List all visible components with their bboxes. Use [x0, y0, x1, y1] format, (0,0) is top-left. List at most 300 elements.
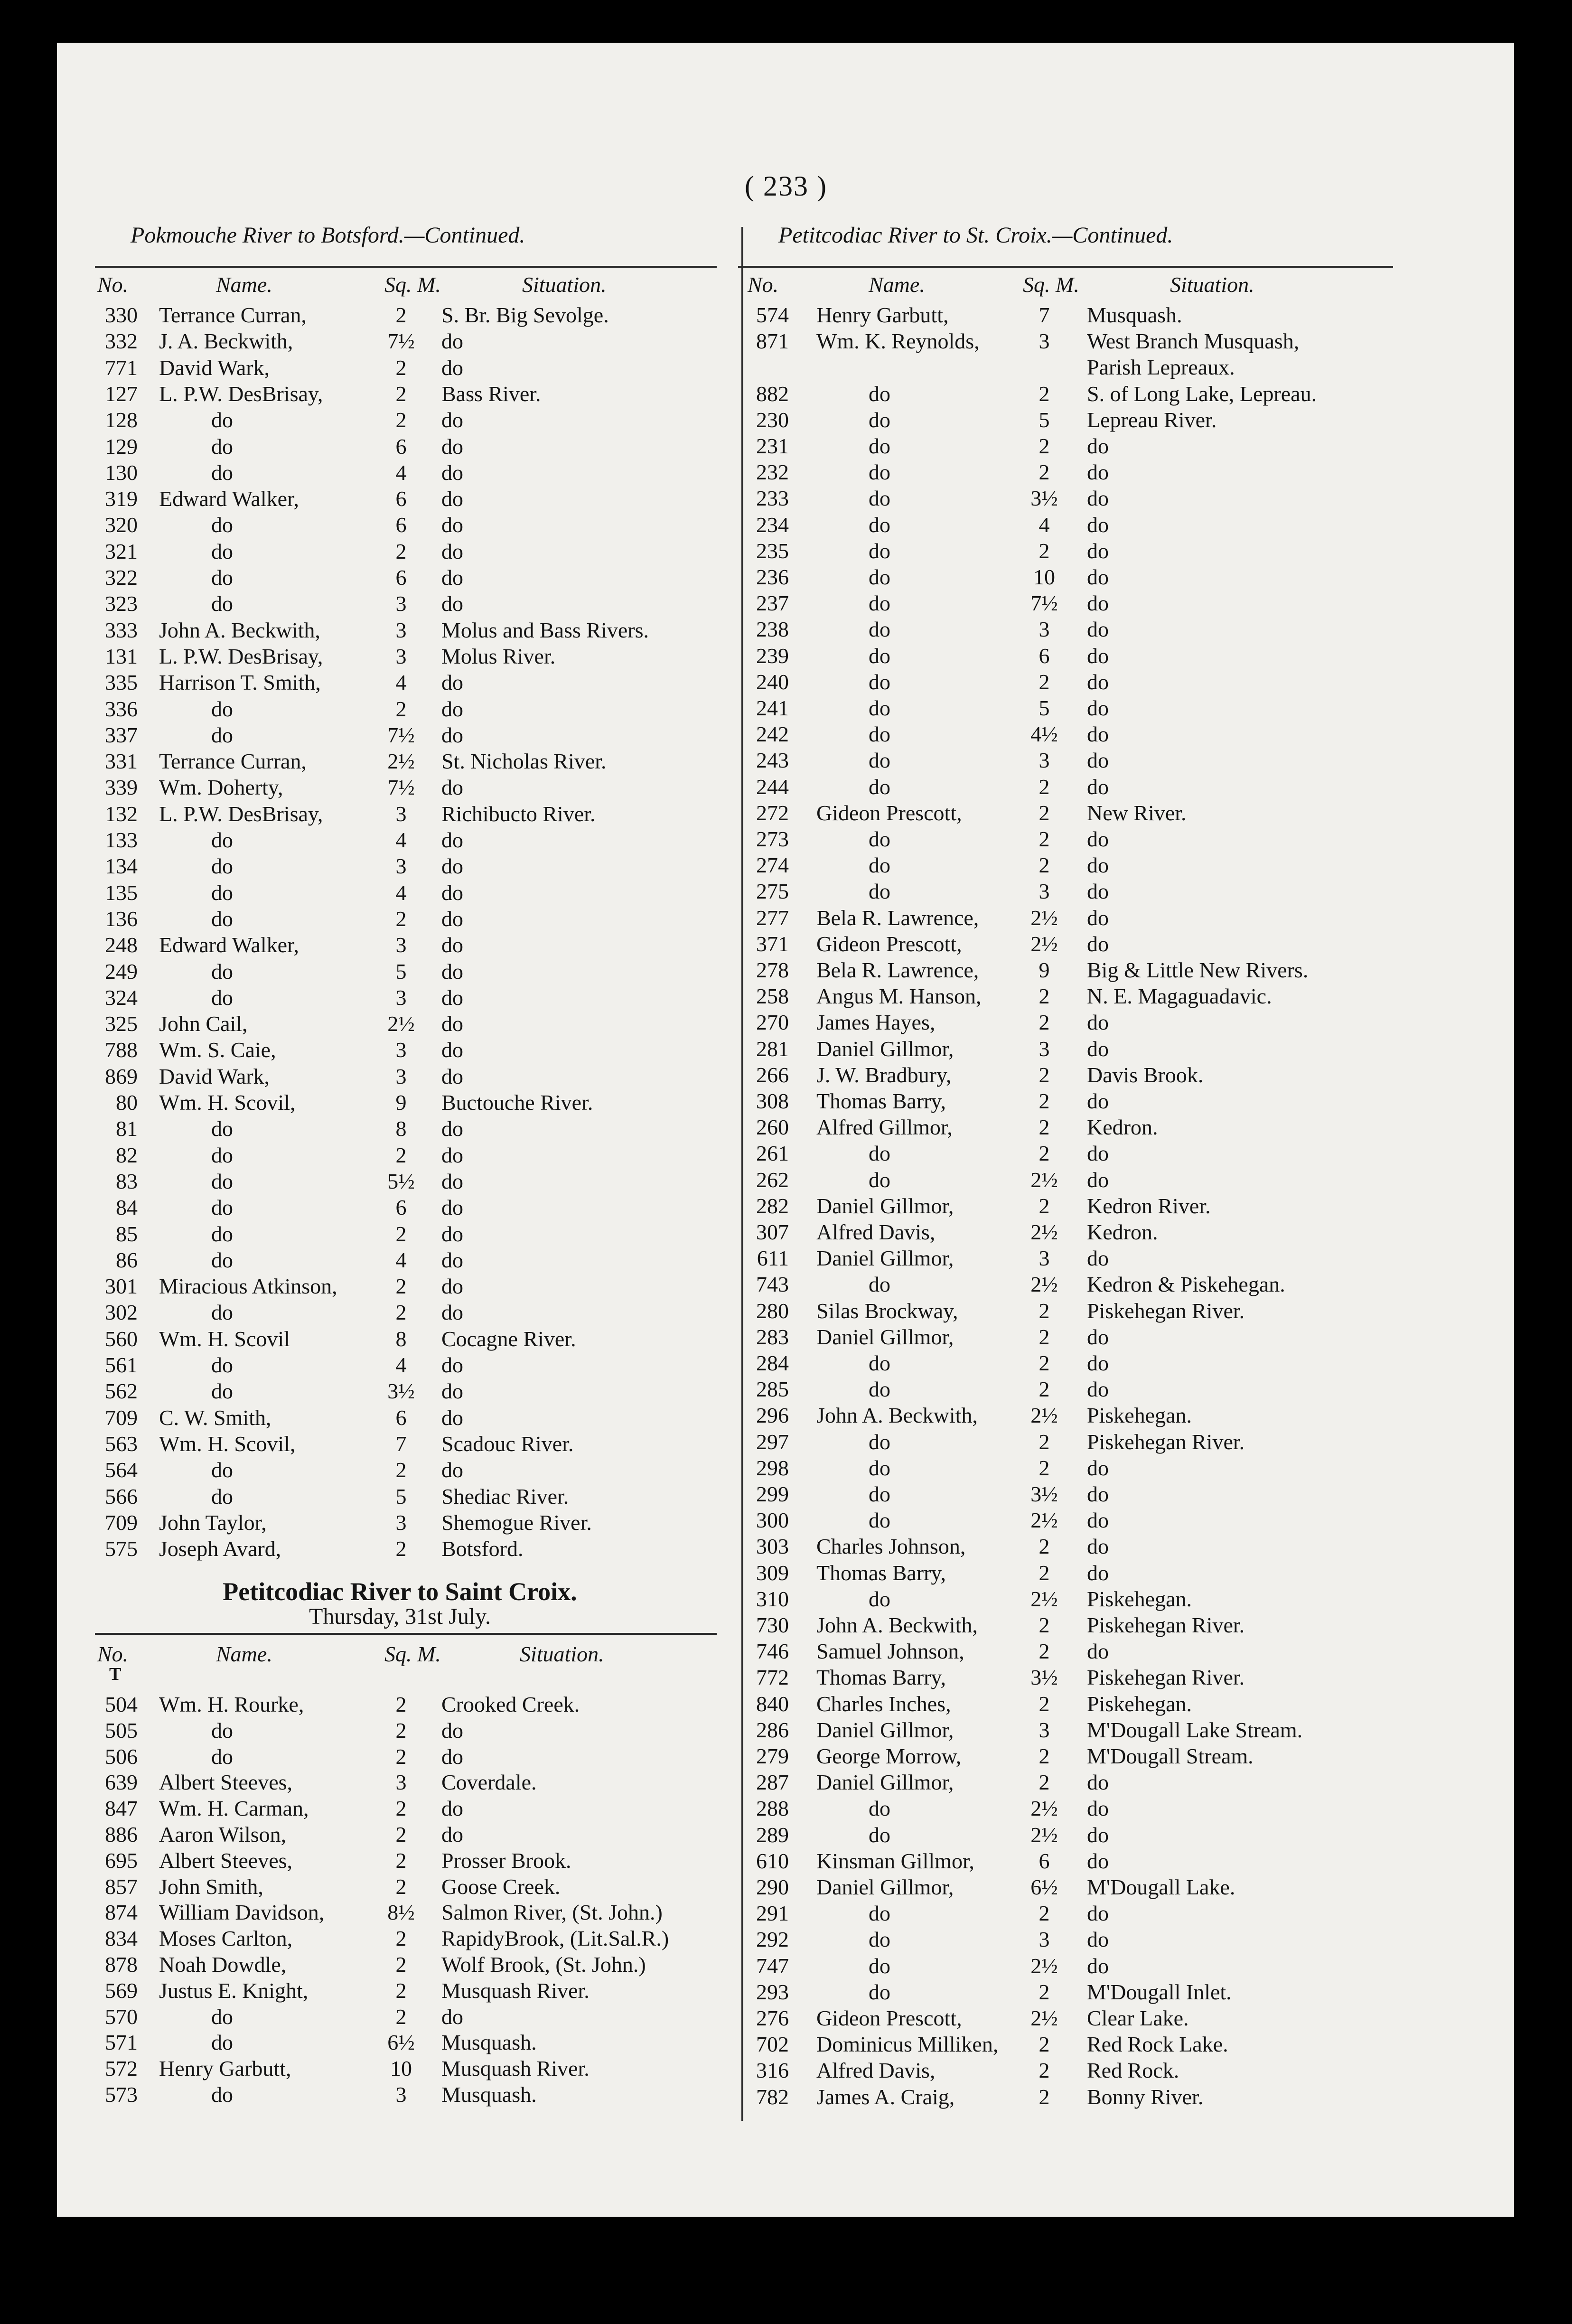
- square-miles: 2: [395, 1274, 407, 1299]
- situation: do: [441, 487, 463, 511]
- grantee-name: John A. Beckwith,: [159, 618, 320, 642]
- situation: Parish Lepreaux.: [1087, 355, 1235, 380]
- table-row: [83, 1089, 717, 1116]
- table-row: [738, 1638, 1393, 1665]
- lot-number: 563: [105, 1431, 138, 1456]
- grantee-name: do: [211, 854, 233, 879]
- table-row: [83, 2004, 717, 2030]
- square-miles: 6: [395, 1405, 407, 1430]
- square-miles: 6: [1039, 643, 1050, 668]
- lot-number: 834: [105, 1926, 138, 1951]
- lot-number: 299: [756, 1482, 789, 1506]
- table-row: [83, 2055, 717, 2082]
- lot-number: 296: [756, 1403, 789, 1428]
- square-miles: 2: [395, 1822, 407, 1846]
- square-miles: 3: [1039, 1717, 1050, 1742]
- grantee-name: Gideon Prescott,: [816, 800, 962, 825]
- lot-number: 82: [116, 1143, 138, 1167]
- table-row: [83, 328, 717, 355]
- grantee-name: Justus E. Knight,: [159, 1978, 309, 2003]
- square-miles: 2: [395, 1978, 407, 2003]
- grantee-name: do: [211, 1458, 233, 1482]
- square-miles: 4: [395, 828, 407, 852]
- table-row: [83, 1431, 717, 1457]
- table-row: [738, 1036, 1393, 1062]
- situation: do: [1087, 853, 1109, 878]
- situation: Kedron River.: [1087, 1193, 1211, 1218]
- square-miles: 2: [395, 1848, 407, 1873]
- lot-number: 241: [756, 696, 789, 720]
- situation: do: [441, 1796, 463, 1821]
- lot-number: 319: [105, 487, 138, 511]
- lot-number: 272: [756, 800, 789, 825]
- lot-number: 566: [105, 1484, 138, 1509]
- grantee-name: do: [869, 853, 890, 878]
- square-miles: 2: [1039, 800, 1050, 825]
- grantee-name: do: [869, 1351, 890, 1375]
- section-title: Petitcodiac River to Saint Croix.: [223, 1577, 577, 1606]
- square-miles: 6: [395, 565, 407, 590]
- lot-number: 337: [105, 722, 138, 747]
- table-row: [83, 748, 717, 775]
- lot-number: 238: [756, 617, 789, 642]
- table-row: [83, 1899, 717, 1926]
- square-miles: 7½: [387, 775, 415, 800]
- grantee-name: do: [869, 1141, 890, 1166]
- table-row: [83, 1977, 717, 2004]
- table-row: [83, 512, 717, 538]
- grantee-name: do: [211, 722, 233, 747]
- situation: Kedron & Piskehegan.: [1087, 1272, 1285, 1297]
- situation: Piskehegan.: [1087, 1586, 1192, 1611]
- square-miles: 2: [395, 696, 407, 721]
- table-row: [83, 538, 717, 565]
- situation: Musquash.: [441, 2082, 537, 2107]
- lot-number: 505: [105, 1718, 138, 1743]
- lot-number: 258: [756, 984, 789, 1009]
- lot-number: 80: [116, 1090, 138, 1115]
- grantee-name: Terrance Curran,: [159, 749, 307, 774]
- grantee-name: do: [869, 827, 890, 851]
- grantee-name: do: [211, 1195, 233, 1220]
- situation: Lepreau River.: [1087, 407, 1217, 432]
- table-row: [738, 1245, 1393, 1272]
- lot-number: 308: [756, 1089, 789, 1113]
- situation: do: [441, 933, 463, 957]
- square-miles: 2: [1039, 1534, 1050, 1559]
- table-row: [83, 1717, 717, 1744]
- table-row: [738, 1429, 1393, 1455]
- square-miles: 2: [1039, 2084, 1050, 2109]
- situation: do: [1087, 1796, 1109, 1821]
- square-miles: 2: [1039, 434, 1050, 458]
- square-miles: 7: [395, 1431, 407, 1456]
- situation: do: [441, 775, 463, 800]
- table-row: [83, 1874, 717, 1900]
- square-miles: 3: [1039, 1036, 1050, 1061]
- grantee-name: do: [869, 722, 890, 747]
- square-miles: 9: [395, 1090, 407, 1115]
- grantee-name: Daniel Gillmor,: [816, 1036, 954, 1061]
- grantee-name: do: [211, 1143, 233, 1167]
- square-miles: 7: [1039, 303, 1050, 327]
- situation: M'Dougall Inlet.: [1087, 1979, 1232, 2004]
- square-miles: 2: [1039, 2032, 1050, 2057]
- table-row: [738, 1743, 1393, 1770]
- lot-number: 570: [105, 2004, 138, 2029]
- lot-number: 333: [105, 618, 138, 642]
- situation: Big & Little New Rivers.: [1087, 958, 1309, 982]
- grantee-name: Daniel Gillmor,: [816, 1324, 954, 1349]
- situation: do: [441, 1353, 463, 1377]
- lot-number: 270: [756, 1010, 789, 1035]
- lot-number: 562: [105, 1379, 138, 1404]
- situation: do: [1087, 1848, 1109, 1873]
- situation: Buctouche River.: [441, 1090, 593, 1115]
- lot-number: 321: [105, 539, 138, 563]
- situation: Scadouc River.: [441, 1431, 574, 1456]
- table-row: [738, 1953, 1393, 1979]
- lot-number: 320: [105, 513, 138, 537]
- square-miles: 5: [395, 1484, 407, 1509]
- table-row: [738, 1167, 1393, 1193]
- lot-number: 324: [105, 985, 138, 1010]
- table-row: [738, 538, 1393, 564]
- grantee-name: do: [869, 1586, 890, 1611]
- table-row: [738, 302, 1393, 328]
- table-row: [738, 1271, 1393, 1298]
- situation: do: [441, 1744, 463, 1769]
- square-miles: 6: [395, 487, 407, 511]
- table-row: [738, 878, 1393, 905]
- grantee-name: do: [869, 486, 890, 511]
- situation: Piskehegan.: [1087, 1691, 1192, 1716]
- section-subtitle: Thursday, 31st July.: [309, 1604, 491, 1629]
- situation: do: [1087, 748, 1109, 773]
- square-miles: 2: [1039, 827, 1050, 851]
- table-row: [83, 1273, 717, 1300]
- lot-number: 85: [116, 1221, 138, 1246]
- lot-number: 235: [756, 538, 789, 563]
- grantee-name: J. A. Beckwith,: [159, 329, 293, 354]
- table-row: [738, 354, 1393, 381]
- table-row: [83, 2029, 717, 2056]
- situation: do: [441, 1718, 463, 1743]
- square-miles: 2: [395, 408, 407, 432]
- table-row: [83, 1405, 717, 1431]
- grantee-name: do: [211, 880, 233, 905]
- lot-number: 233: [756, 486, 789, 511]
- square-miles: 2½: [1030, 1586, 1058, 1611]
- lot-number: 743: [756, 1272, 789, 1297]
- situation: Musquash.: [441, 2030, 537, 2055]
- square-miles: 2½: [1030, 1167, 1058, 1192]
- lot-number: 300: [756, 1508, 789, 1533]
- square-miles: 2: [395, 1458, 407, 1482]
- square-miles: 2½: [1030, 1822, 1058, 1847]
- lot-number: 279: [756, 1744, 789, 1768]
- table-row: [738, 774, 1393, 800]
- table-row: [738, 1193, 1393, 1219]
- table-row: [738, 1822, 1393, 1848]
- grantee-name: do: [211, 959, 233, 984]
- lot-number: 240: [756, 669, 789, 694]
- situation: do: [1087, 774, 1109, 799]
- situation: Goose Creek.: [441, 1874, 561, 1899]
- lot-number: 564: [105, 1458, 138, 1482]
- situation: Musquash River.: [441, 1978, 590, 2003]
- square-miles: 7½: [1030, 591, 1058, 616]
- lot-number: 316: [756, 2058, 789, 2083]
- table-row: [83, 433, 717, 460]
- grantee-name: do: [211, 696, 233, 721]
- grantee-name: J. W. Bradbury,: [816, 1062, 952, 1087]
- lot-number: 278: [756, 958, 789, 982]
- table-row: [738, 616, 1393, 643]
- grantee-name: Thomas Barry,: [816, 1089, 946, 1113]
- square-miles: 10: [1033, 565, 1055, 589]
- square-miles: 3½: [1030, 1665, 1058, 1690]
- lot-number: 322: [105, 565, 138, 590]
- square-miles: 2: [1039, 1141, 1050, 1166]
- grantee-name: Henry Garbutt,: [816, 303, 949, 327]
- table-row: [738, 407, 1393, 433]
- table-row: [738, 512, 1393, 538]
- table-row: [738, 381, 1393, 407]
- grantee-name: do: [211, 2030, 233, 2055]
- situation: do: [1087, 512, 1109, 537]
- square-miles: 3: [1039, 329, 1050, 354]
- lot-number: 310: [756, 1586, 789, 1611]
- lot-number: 878: [105, 1952, 138, 1977]
- table-row: [83, 1847, 717, 1874]
- lot-number: 86: [116, 1247, 138, 1272]
- grantee-name: do: [869, 1482, 890, 1506]
- situation: do: [441, 959, 463, 984]
- lot-number: 325: [105, 1012, 138, 1036]
- situation: do: [1087, 486, 1109, 511]
- lot-number: 289: [756, 1822, 789, 1847]
- table-row: [738, 1298, 1393, 1324]
- situation: do: [1087, 617, 1109, 642]
- square-miles: 5: [1039, 696, 1050, 720]
- header-no-r: No.: [748, 272, 779, 297]
- square-miles: 9: [1039, 958, 1050, 982]
- lot-number: 303: [756, 1534, 789, 1559]
- square-miles: 8: [395, 1326, 407, 1351]
- lot-number: 336: [105, 696, 138, 721]
- square-miles: 2: [1039, 853, 1050, 878]
- table-row: [738, 747, 1393, 774]
- situation: do: [1087, 1167, 1109, 1192]
- table-row: [738, 1926, 1393, 1953]
- grantee-name: Thomas Barry,: [816, 1665, 946, 1690]
- grantee-name: Noah Dowdle,: [159, 1952, 287, 1977]
- situation: Kedron.: [1087, 1115, 1158, 1140]
- grantee-name: do: [869, 1508, 890, 1533]
- situation: do: [1087, 1010, 1109, 1035]
- grantee-name: Wm. H. Scovil,: [159, 1090, 296, 1115]
- lot-number: 131: [105, 644, 138, 668]
- lot-number: 504: [105, 1692, 138, 1716]
- lot-number: 874: [105, 1900, 138, 1925]
- lot-number: 293: [756, 1979, 789, 2004]
- grantee-name: do: [211, 539, 233, 563]
- square-miles: 3: [395, 618, 407, 642]
- grantee-name: Wm. H. Scovil: [159, 1326, 290, 1351]
- lot-number: 283: [756, 1324, 789, 1349]
- header-situation-r: Situation.: [1170, 272, 1254, 297]
- square-miles: 2: [395, 303, 407, 327]
- situation: do: [441, 539, 463, 563]
- situation: do: [441, 1274, 463, 1299]
- situation: M'Dougall Stream.: [1087, 1744, 1254, 1768]
- lot-number: 234: [756, 512, 789, 537]
- situation: do: [1087, 879, 1109, 904]
- table-row: [83, 1221, 717, 1247]
- table-row: [738, 1586, 1393, 1612]
- square-miles: 4: [395, 670, 407, 695]
- grantee-name: Angus M. Hanson,: [816, 984, 982, 1009]
- table-row: [83, 643, 717, 670]
- table-row: [738, 328, 1393, 355]
- square-miles: 2: [1039, 774, 1050, 799]
- situation: do: [1087, 1560, 1109, 1585]
- grantee-name: do: [869, 1796, 890, 1821]
- lot-number: 232: [756, 460, 789, 485]
- lot-number: 560: [105, 1326, 138, 1351]
- lot-number: 128: [105, 408, 138, 432]
- grantee-name: Daniel Gillmor,: [816, 1246, 954, 1271]
- situation: M'Dougall Lake.: [1087, 1875, 1235, 1899]
- situation: do: [1087, 434, 1109, 458]
- lot-number: 287: [756, 1770, 789, 1795]
- situation: do: [441, 696, 463, 721]
- situation: do: [441, 880, 463, 905]
- situation: do: [1087, 1639, 1109, 1664]
- square-miles: 3: [395, 1510, 407, 1535]
- square-miles: 2: [1039, 538, 1050, 563]
- table-row: [738, 931, 1393, 957]
- situation: do: [441, 1247, 463, 1272]
- situation: Davis Brook.: [1087, 1062, 1204, 1087]
- lot-number: 292: [756, 1927, 789, 1952]
- square-miles: 2: [1039, 1901, 1050, 1926]
- situation: Prosser Brook.: [441, 1848, 571, 1873]
- square-miles: 2: [395, 1143, 407, 1167]
- situation: do: [441, 1012, 463, 1036]
- situation: do: [441, 591, 463, 616]
- grantee-name: James A. Craig,: [816, 2084, 955, 2109]
- header-sq-2: Sq. M.: [384, 1642, 441, 1666]
- square-miles: 3: [395, 1770, 407, 1795]
- square-miles: 3: [1039, 1927, 1050, 1952]
- situation: Shemogue River.: [441, 1510, 592, 1535]
- grantee-name: do: [869, 1901, 890, 1926]
- square-miles: 2: [1039, 1639, 1050, 1664]
- grantee-name: do: [869, 1377, 890, 1402]
- square-miles: 2½: [1030, 1953, 1058, 1978]
- lot-number: 83: [116, 1169, 138, 1193]
- lot-number: 244: [756, 774, 789, 799]
- header-name-r: Name.: [869, 272, 925, 297]
- grantee-name: John Smith,: [159, 1874, 263, 1899]
- header-situation: Situation.: [522, 272, 607, 297]
- square-miles: 2: [395, 1874, 407, 1899]
- lot-number: 248: [105, 933, 138, 957]
- square-miles: 10: [390, 2056, 412, 2081]
- lot-number: 730: [756, 1613, 789, 1637]
- situation: do: [441, 1405, 463, 1430]
- table-row: [738, 1507, 1393, 1534]
- situation: Richibucto River.: [441, 801, 596, 826]
- square-miles: 2½: [1030, 1796, 1058, 1821]
- situation: West Branch Musquash,: [1087, 329, 1300, 354]
- grantee-name: John Taylor,: [159, 1510, 267, 1535]
- table-row: [83, 801, 717, 827]
- square-miles: 2: [1039, 1193, 1050, 1218]
- table-row: [738, 983, 1393, 1010]
- table-row: [738, 2084, 1393, 2110]
- situation: do: [441, 355, 463, 380]
- grantee-name: Terrance Curran,: [159, 303, 307, 327]
- table-row: [83, 696, 717, 722]
- grantee-name: L. P.W. DesBrisay,: [159, 644, 323, 668]
- grantee-name: do: [211, 1353, 233, 1377]
- lot-number: 339: [105, 775, 138, 800]
- table-row: [83, 355, 717, 381]
- grantee-name: Silas Brockway,: [816, 1298, 958, 1323]
- table-row: [83, 1509, 717, 1536]
- table-row: [738, 1612, 1393, 1639]
- grantee-name: do: [211, 1484, 233, 1509]
- situation: do: [441, 329, 463, 354]
- situation: Botsford.: [441, 1537, 524, 1561]
- lot-number: 782: [756, 2084, 789, 2109]
- table-row: [83, 984, 717, 1011]
- lot-number: 285: [756, 1377, 789, 1402]
- header-sq: Sq. M.: [384, 272, 441, 297]
- grantee-name: Joseph Avard,: [159, 1537, 281, 1561]
- table-row: [83, 1352, 717, 1378]
- square-miles: 2: [395, 381, 407, 406]
- lot-number: 702: [756, 2032, 789, 2057]
- table-row: [738, 1874, 1393, 1901]
- square-miles: 2½: [1030, 931, 1058, 956]
- situation: do: [1087, 1534, 1109, 1559]
- square-miles: 2: [1039, 1613, 1050, 1637]
- square-miles: 2: [395, 1537, 407, 1561]
- square-miles: 2: [395, 1744, 407, 1769]
- table-row: [738, 1402, 1393, 1429]
- table-row: [83, 1769, 717, 1796]
- situation: do: [441, 1379, 463, 1404]
- table-row: [83, 302, 717, 328]
- lot-number: 266: [756, 1062, 789, 1087]
- table-row: [738, 1140, 1393, 1167]
- situation: Bonny River.: [1087, 2084, 1204, 2109]
- grantee-name: David Wark,: [159, 355, 270, 380]
- situation: do: [1087, 460, 1109, 485]
- table-row: [738, 1717, 1393, 1743]
- situation: do: [441, 2004, 463, 2029]
- square-miles: 2: [1039, 1351, 1050, 1375]
- left-column-title: Pokmouche River to Botsford.—Continued.: [131, 223, 525, 248]
- grantee-name: do: [211, 906, 233, 931]
- table-row: [738, 1769, 1393, 1796]
- square-miles: 8½: [387, 1900, 415, 1925]
- lot-number: 286: [756, 1717, 789, 1742]
